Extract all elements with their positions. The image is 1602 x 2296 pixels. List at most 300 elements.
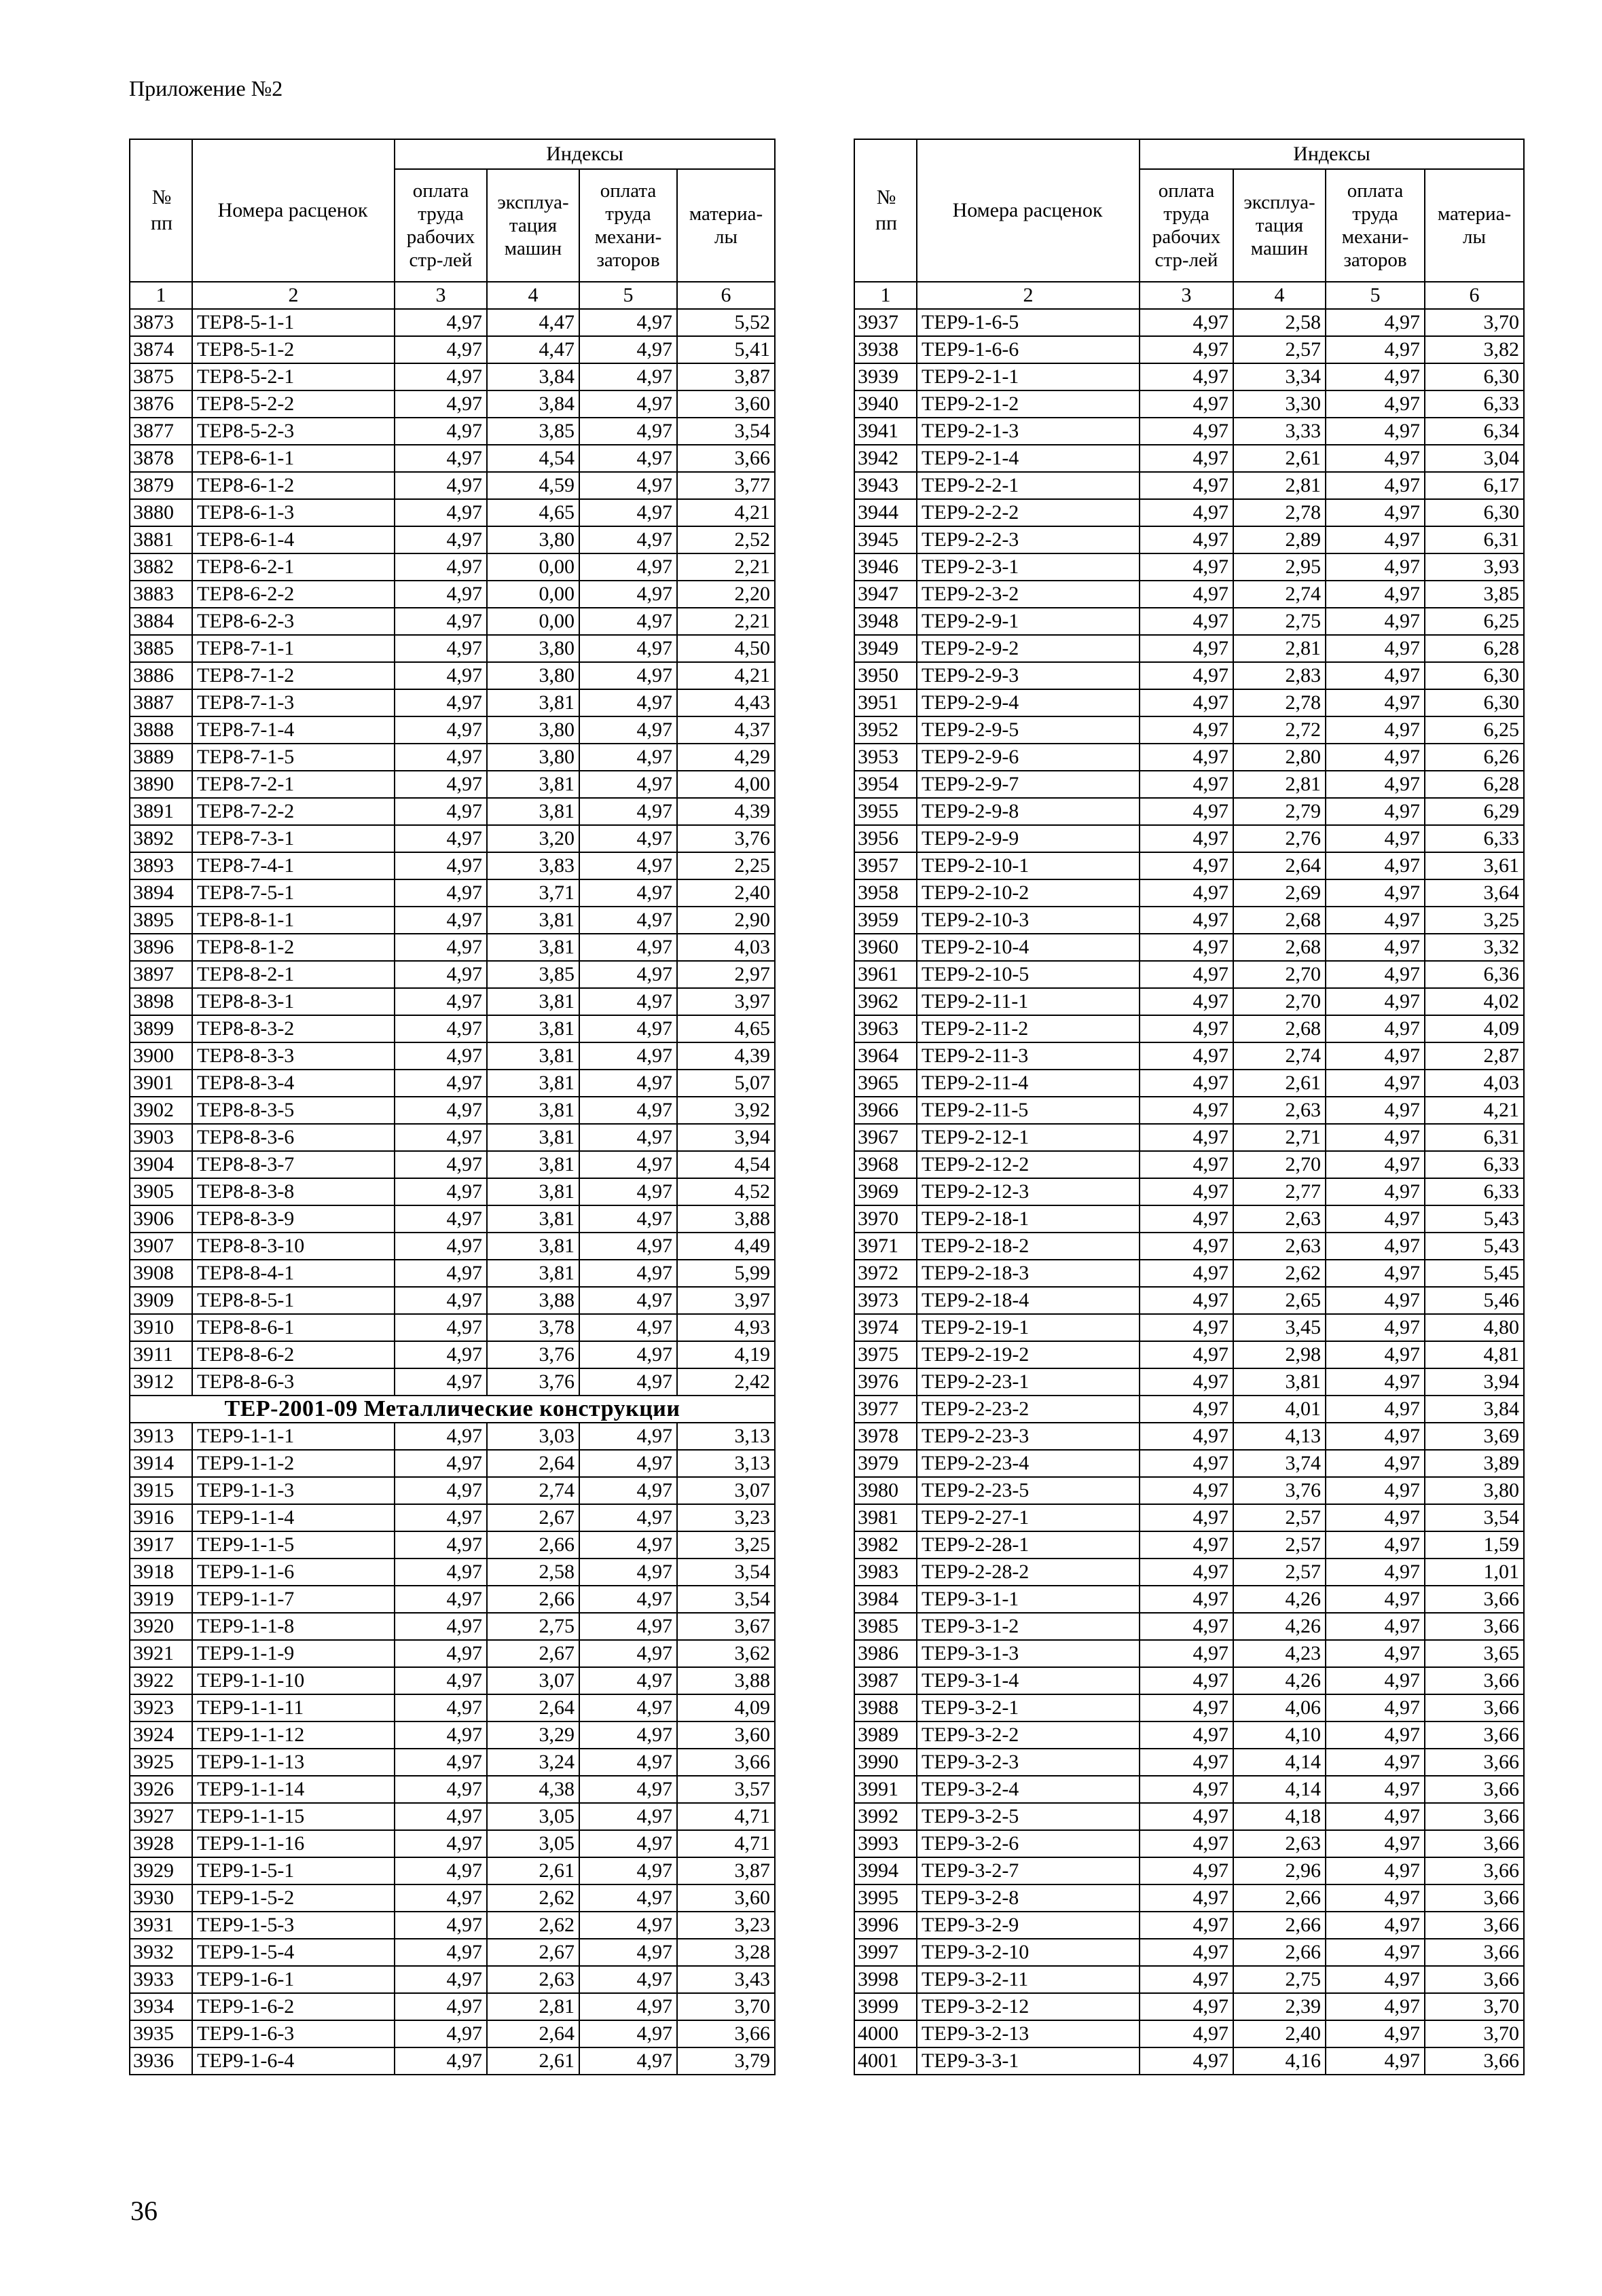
labor-workers-index: 4,97 [395, 961, 487, 988]
row-number: 3904 [130, 1151, 192, 1178]
row-number: 3893 [130, 852, 192, 879]
row-number: 3884 [130, 608, 192, 635]
rate-code: ТЕР8-6-1-3 [192, 499, 395, 526]
row-number: 3920 [130, 1613, 192, 1640]
rate-code: ТЕР9-3-2-8 [917, 1884, 1140, 1912]
rate-code: ТЕР9-2-10-2 [917, 879, 1140, 907]
rate-code: ТЕР9-1-1-11 [192, 1694, 395, 1721]
table-row [130, 771, 775, 798]
row-number: 3996 [854, 1912, 917, 1939]
labor-workers-index: 4,97 [1140, 934, 1233, 961]
row-number: 3874 [130, 336, 192, 363]
labor-operators-index: 4,97 [579, 961, 677, 988]
table-row [130, 1477, 775, 1504]
rate-code: ТЕР9-3-2-5 [917, 1803, 1140, 1830]
machine-operation-index: 2,63 [1233, 1097, 1326, 1124]
materials-index: 6,29 [1425, 798, 1524, 825]
materials-index: 3,66 [1425, 1776, 1524, 1803]
rate-code: ТЕР9-3-2-10 [917, 1939, 1140, 1966]
labor-operators-index: 4,97 [1326, 526, 1425, 553]
labor-operators-index: 4,97 [1326, 1966, 1425, 1993]
rate-code: ТЕР8-5-2-3 [192, 418, 395, 445]
table-body [130, 309, 775, 2075]
rate-code: ТЕР9-1-5-3 [192, 1912, 395, 1939]
machine-operation-index: 2,81 [1233, 771, 1326, 798]
labor-workers-index: 4,97 [1140, 1504, 1233, 1531]
rate-code: ТЕР9-3-2-11 [917, 1966, 1140, 1993]
table-row [130, 1830, 775, 1857]
row-number: 3997 [854, 1939, 917, 1966]
machine-operation-index: 2,81 [1233, 635, 1326, 662]
labor-operators-index: 4,97 [1326, 1721, 1425, 1749]
materials-index: 6,26 [1425, 744, 1524, 771]
machine-operation-index: 4,06 [1233, 1694, 1326, 1721]
materials-index: 5,45 [1425, 1260, 1524, 1287]
rate-code: ТЕР9-2-1-2 [917, 390, 1140, 418]
materials-index: 6,30 [1425, 689, 1524, 716]
header-col-num: 2 [192, 282, 395, 309]
materials-index: 5,52 [677, 309, 775, 336]
machine-operation-index: 2,79 [1233, 798, 1326, 825]
materials-index: 2,21 [677, 608, 775, 635]
labor-workers-index: 4,97 [1140, 1749, 1233, 1776]
row-number: 3981 [854, 1504, 917, 1531]
materials-index: 4,21 [677, 499, 775, 526]
materials-index: 6,28 [1425, 635, 1524, 662]
rate-code: ТЕР8-6-2-1 [192, 553, 395, 581]
rate-code: ТЕР8-8-3-2 [192, 1015, 395, 1042]
row-number: 3956 [854, 825, 917, 852]
row-number: 3986 [854, 1640, 917, 1667]
machine-operation-index: 4,18 [1233, 1803, 1326, 1830]
machine-operation-index: 4,23 [1233, 1640, 1326, 1667]
machine-operation-index: 3,81 [487, 1178, 579, 1205]
materials-index: 3,97 [677, 1287, 775, 1314]
rate-code: ТЕР9-1-6-4 [192, 2047, 395, 2075]
table-row [130, 1097, 775, 1124]
labor-operators-index: 4,97 [579, 418, 677, 445]
labor-workers-index: 4,97 [1140, 635, 1233, 662]
materials-index: 4,03 [1425, 1070, 1524, 1097]
rate-code: ТЕР9-2-19-1 [917, 1314, 1140, 1341]
row-number: 3882 [130, 553, 192, 581]
row-number: 3907 [130, 1233, 192, 1260]
rate-code: ТЕР8-5-2-2 [192, 390, 395, 418]
labor-workers-index: 4,97 [395, 608, 487, 635]
labor-workers-index: 4,97 [395, 988, 487, 1015]
row-number: 3890 [130, 771, 192, 798]
labor-workers-index: 4,97 [1140, 1694, 1233, 1721]
materials-index: 3,92 [677, 1097, 775, 1124]
rate-code: ТЕР9-1-6-5 [917, 309, 1140, 336]
rate-code: ТЕР9-2-10-5 [917, 961, 1140, 988]
row-number: 3917 [130, 1531, 192, 1559]
labor-workers-index: 4,97 [395, 1368, 487, 1396]
labor-operators-index: 4,97 [1326, 1613, 1425, 1640]
materials-index: 3,82 [1425, 336, 1524, 363]
table-row [854, 1477, 1524, 1504]
labor-operators-index: 4,97 [579, 526, 677, 553]
materials-index: 3,87 [677, 363, 775, 390]
rate-code: ТЕР9-3-2-12 [917, 1993, 1140, 2020]
labor-workers-index: 4,97 [1140, 1396, 1233, 1423]
row-number: 3906 [130, 1205, 192, 1233]
machine-operation-index: 3,34 [1233, 363, 1326, 390]
machine-operation-index: 4,59 [487, 472, 579, 499]
materials-index: 3,66 [677, 1749, 775, 1776]
materials-index: 3,66 [1425, 1586, 1524, 1613]
labor-workers-index: 4,97 [1140, 1776, 1233, 1803]
machine-operation-index: 2,70 [1233, 961, 1326, 988]
machine-operation-index: 4,13 [1233, 1423, 1326, 1450]
machine-operation-index: 4,01 [1233, 1396, 1326, 1423]
table-row [854, 1586, 1524, 1613]
materials-index: 3,66 [1425, 1966, 1524, 1993]
materials-index: 3,66 [1425, 1749, 1524, 1776]
row-number: 3931 [130, 1912, 192, 1939]
machine-operation-index: 2,71 [1233, 1124, 1326, 1151]
row-number: 3942 [854, 445, 917, 472]
labor-operators-index: 4,97 [1326, 1776, 1425, 1803]
table-row [854, 1749, 1524, 1776]
row-number: 3878 [130, 445, 192, 472]
labor-operators-index: 4,97 [579, 1504, 677, 1531]
row-number: 3989 [854, 1721, 917, 1749]
table-row [854, 1450, 1524, 1477]
table-row [130, 852, 775, 879]
materials-index: 3,32 [1425, 934, 1524, 961]
labor-workers-index: 4,97 [395, 1205, 487, 1233]
rate-code: ТЕР9-1-1-1 [192, 1423, 395, 1450]
materials-index: 3,87 [677, 1857, 775, 1884]
machine-operation-index: 3,80 [487, 662, 579, 689]
row-number: 3886 [130, 662, 192, 689]
labor-operators-index: 4,97 [1326, 879, 1425, 907]
labor-operators-index: 4,97 [579, 1477, 677, 1504]
labor-workers-index: 4,97 [395, 581, 487, 608]
table-header [130, 139, 775, 309]
header-code: Номера расценок [192, 139, 395, 282]
table-row [854, 852, 1524, 879]
machine-operation-index: 4,26 [1233, 1667, 1326, 1694]
machine-operation-index: 3,81 [1233, 1368, 1326, 1396]
labor-operators-index: 4,97 [1326, 716, 1425, 744]
rate-code: ТЕР9-2-10-1 [917, 852, 1140, 879]
labor-workers-index: 4,97 [395, 1912, 487, 1939]
machine-operation-index: 2,39 [1233, 1993, 1326, 2020]
labor-workers-index: 4,97 [1140, 879, 1233, 907]
machine-operation-index: 3,88 [487, 1287, 579, 1314]
row-number: 4000 [854, 2020, 917, 2047]
machine-operation-index: 2,67 [487, 1939, 579, 1966]
materials-index: 3,66 [1425, 1694, 1524, 1721]
table-row [130, 1287, 775, 1314]
labor-workers-index: 4,97 [1140, 1531, 1233, 1559]
header-indices: Индексы [1140, 139, 1524, 169]
labor-operators-index: 4,97 [579, 1939, 677, 1966]
materials-index: 4,19 [677, 1341, 775, 1368]
table-row [130, 390, 775, 418]
machine-operation-index: 2,64 [487, 1450, 579, 1477]
row-number: 3914 [130, 1450, 192, 1477]
table-row [130, 1015, 775, 1042]
row-number: 3911 [130, 1341, 192, 1368]
labor-operators-index: 4,97 [1326, 1912, 1425, 1939]
materials-index: 3,66 [1425, 2047, 1524, 2075]
materials-index: 2,40 [677, 879, 775, 907]
rate-code: ТЕР9-2-1-3 [917, 418, 1140, 445]
machine-operation-index: 2,78 [1233, 689, 1326, 716]
rate-code: ТЕР9-2-18-2 [917, 1233, 1140, 1260]
labor-workers-index: 4,97 [1140, 608, 1233, 635]
row-number: 3991 [854, 1776, 917, 1803]
rate-code: ТЕР9-2-12-2 [917, 1151, 1140, 1178]
materials-index: 1,59 [1425, 1531, 1524, 1559]
materials-index: 3,60 [677, 1721, 775, 1749]
labor-workers-index: 4,97 [395, 1966, 487, 1993]
table-row [854, 825, 1524, 852]
rate-code: ТЕР9-2-11-5 [917, 1097, 1140, 1124]
labor-workers-index: 4,97 [395, 336, 487, 363]
header-col-num: 2 [917, 282, 1140, 309]
rate-code: ТЕР9-1-1-6 [192, 1559, 395, 1586]
labor-operators-index: 4,97 [1326, 1749, 1425, 1776]
machine-operation-index: 2,66 [487, 1586, 579, 1613]
materials-index: 3,88 [677, 1667, 775, 1694]
table-row [854, 1939, 1524, 1966]
rate-code: ТЕР9-1-1-4 [192, 1504, 395, 1531]
labor-operators-index: 4,97 [579, 1694, 677, 1721]
rate-code: ТЕР9-2-23-2 [917, 1396, 1140, 1423]
machine-operation-index: 2,40 [1233, 2020, 1326, 2047]
rate-code: ТЕР8-7-2-2 [192, 798, 395, 825]
row-number: 3937 [854, 309, 917, 336]
row-number: 3896 [130, 934, 192, 961]
row-number: 3944 [854, 499, 917, 526]
rate-code: ТЕР9-1-1-13 [192, 1749, 395, 1776]
labor-workers-index: 4,97 [1140, 1287, 1233, 1314]
labor-workers-index: 4,97 [395, 852, 487, 879]
materials-index: 3,13 [677, 1450, 775, 1477]
rate-code: ТЕР8-8-2-1 [192, 961, 395, 988]
row-number: 3881 [130, 526, 192, 553]
labor-operators-index: 4,97 [579, 1368, 677, 1396]
materials-index: 3,79 [677, 2047, 775, 2075]
rate-code: ТЕР8-5-2-1 [192, 363, 395, 390]
rate-code: ТЕР9-3-2-1 [917, 1694, 1140, 1721]
labor-operators-index: 4,97 [1326, 553, 1425, 581]
row-number: 3897 [130, 961, 192, 988]
table-row [854, 1667, 1524, 1694]
machine-operation-index: 2,66 [1233, 1912, 1326, 1939]
table-row [854, 1613, 1524, 1640]
table-row [854, 988, 1524, 1015]
materials-index: 3,54 [677, 418, 775, 445]
machine-operation-index: 2,63 [487, 1966, 579, 1993]
materials-index: 3,66 [1425, 1721, 1524, 1749]
labor-operators-index: 4,97 [1326, 608, 1425, 635]
labor-workers-index: 4,97 [395, 1314, 487, 1341]
table-row [854, 1694, 1524, 1721]
labor-workers-index: 4,97 [1140, 1205, 1233, 1233]
row-number: 3898 [130, 988, 192, 1015]
labor-workers-index: 4,97 [1140, 1586, 1233, 1613]
labor-operators-index: 4,97 [579, 1586, 677, 1613]
labor-operators-index: 4,97 [1326, 1857, 1425, 1884]
labor-operators-index: 4,97 [579, 1803, 677, 1830]
machine-operation-index: 2,62 [487, 1912, 579, 1939]
materials-index: 3,66 [1425, 1830, 1524, 1857]
machine-operation-index: 3,81 [487, 798, 579, 825]
table-row [854, 1124, 1524, 1151]
table-row [854, 744, 1524, 771]
labor-workers-index: 4,97 [395, 1803, 487, 1830]
table-row [130, 1559, 775, 1586]
table-row [854, 1423, 1524, 1450]
rate-code: ТЕР9-2-18-1 [917, 1205, 1140, 1233]
header-materials: материа- лы [1425, 169, 1524, 282]
rate-code: ТЕР8-7-5-1 [192, 879, 395, 907]
labor-operators-index: 4,97 [579, 635, 677, 662]
row-number: 3939 [854, 363, 917, 390]
materials-index: 3,66 [1425, 1912, 1524, 1939]
materials-index: 3,60 [677, 390, 775, 418]
table-row [130, 1124, 775, 1151]
labor-workers-index: 4,97 [1140, 336, 1233, 363]
labor-operators-index: 4,97 [1326, 934, 1425, 961]
materials-index: 6,34 [1425, 418, 1524, 445]
table-row [130, 1694, 775, 1721]
materials-index: 4,21 [677, 662, 775, 689]
labor-workers-index: 4,97 [395, 1097, 487, 1124]
rate-code: ТЕР8-8-3-6 [192, 1124, 395, 1151]
labor-workers-index: 4,97 [1140, 1423, 1233, 1450]
row-number: 3875 [130, 363, 192, 390]
rate-code: ТЕР8-8-1-2 [192, 934, 395, 961]
materials-index: 4,09 [1425, 1015, 1524, 1042]
machine-operation-index: 2,80 [1233, 744, 1326, 771]
rate-code: ТЕР9-2-10-4 [917, 934, 1140, 961]
machine-operation-index: 2,57 [1233, 336, 1326, 363]
machine-operation-index: 2,68 [1233, 907, 1326, 934]
labor-workers-index: 4,97 [395, 1015, 487, 1042]
labor-workers-index: 4,97 [395, 1450, 487, 1477]
labor-operators-index: 4,97 [1326, 390, 1425, 418]
table-row [130, 1504, 775, 1531]
table-row [854, 608, 1524, 635]
materials-index: 6,33 [1425, 825, 1524, 852]
materials-index: 3,84 [1425, 1396, 1524, 1423]
machine-operation-index: 2,57 [1233, 1531, 1326, 1559]
rate-code: ТЕР9-1-1-5 [192, 1531, 395, 1559]
labor-operators-index: 4,97 [1326, 418, 1425, 445]
rate-code: ТЕР8-6-2-3 [192, 608, 395, 635]
table-row [854, 907, 1524, 934]
header-col-num: 4 [1233, 282, 1326, 309]
header-indices: Индексы [395, 139, 775, 169]
machine-operation-index: 3,80 [487, 716, 579, 744]
machine-operation-index: 2,70 [1233, 1151, 1326, 1178]
labor-workers-index: 4,97 [1140, 988, 1233, 1015]
rate-code: ТЕР9-2-2-3 [917, 526, 1140, 553]
labor-operators-index: 4,97 [579, 553, 677, 581]
machine-operation-index: 2,74 [1233, 1042, 1326, 1070]
table-row [130, 309, 775, 336]
labor-operators-index: 4,97 [579, 852, 677, 879]
row-number: 3977 [854, 1396, 917, 1423]
labor-operators-index: 4,97 [579, 499, 677, 526]
labor-workers-index: 4,97 [1140, 1015, 1233, 1042]
rate-code: ТЕР8-8-3-10 [192, 1233, 395, 1260]
table-row [130, 1260, 775, 1287]
labor-workers-index: 4,97 [1140, 1151, 1233, 1178]
machine-operation-index: 3,81 [487, 1070, 579, 1097]
row-number: 3921 [130, 1640, 192, 1667]
table-row [854, 1884, 1524, 1912]
table-row [130, 1912, 775, 1939]
table-row [854, 1368, 1524, 1396]
labor-workers-index: 4,97 [1140, 553, 1233, 581]
materials-index: 3,13 [677, 1423, 775, 1450]
labor-operators-index: 4,97 [1326, 1884, 1425, 1912]
row-number: 3910 [130, 1314, 192, 1341]
labor-workers-index: 4,97 [395, 635, 487, 662]
rate-code: ТЕР9-2-2-1 [917, 472, 1140, 499]
rate-code: ТЕР9-2-9-2 [917, 635, 1140, 662]
table-row [130, 1205, 775, 1233]
table-row [130, 1803, 775, 1830]
machine-operation-index: 3,76 [1233, 1477, 1326, 1504]
row-number: 3883 [130, 581, 192, 608]
rate-code: ТЕР9-3-2-6 [917, 1830, 1140, 1857]
machine-operation-index: 4,16 [1233, 2047, 1326, 2075]
machine-operation-index: 3,05 [487, 1830, 579, 1857]
table-row [130, 2047, 775, 2075]
machine-operation-index: 2,81 [487, 1993, 579, 2020]
labor-operators-index: 4,97 [1326, 1531, 1425, 1559]
materials-index: 6,25 [1425, 608, 1524, 635]
row-number: 3961 [854, 961, 917, 988]
materials-index: 6,30 [1425, 499, 1524, 526]
row-number: 3873 [130, 309, 192, 336]
rate-code: ТЕР9-2-28-2 [917, 1559, 1140, 1586]
labor-operators-index: 4,97 [1326, 1151, 1425, 1178]
row-number: 3936 [130, 2047, 192, 2075]
row-number: 3970 [854, 1205, 917, 1233]
table-row [130, 798, 775, 825]
row-number: 4001 [854, 2047, 917, 2075]
row-number: 3927 [130, 1803, 192, 1830]
rate-code: ТЕР9-2-1-1 [917, 363, 1140, 390]
table-row [130, 1749, 775, 1776]
labor-operators-index: 4,97 [579, 445, 677, 472]
row-number: 3959 [854, 907, 917, 934]
row-number: 3922 [130, 1667, 192, 1694]
labor-operators-index: 4,97 [1326, 581, 1425, 608]
materials-index: 3,66 [1425, 1857, 1524, 1884]
machine-operation-index: 3,80 [487, 635, 579, 662]
row-number: 3903 [130, 1124, 192, 1151]
row-number: 3963 [854, 1015, 917, 1042]
labor-workers-index: 4,97 [395, 1477, 487, 1504]
labor-operators-index: 4,97 [579, 1341, 677, 1368]
table-row [854, 635, 1524, 662]
row-number: 3988 [854, 1694, 917, 1721]
rate-code: ТЕР8-8-6-3 [192, 1368, 395, 1396]
labor-operators-index: 4,97 [1326, 1314, 1425, 1341]
materials-index: 5,43 [1425, 1205, 1524, 1233]
labor-operators-index: 4,97 [1326, 852, 1425, 879]
